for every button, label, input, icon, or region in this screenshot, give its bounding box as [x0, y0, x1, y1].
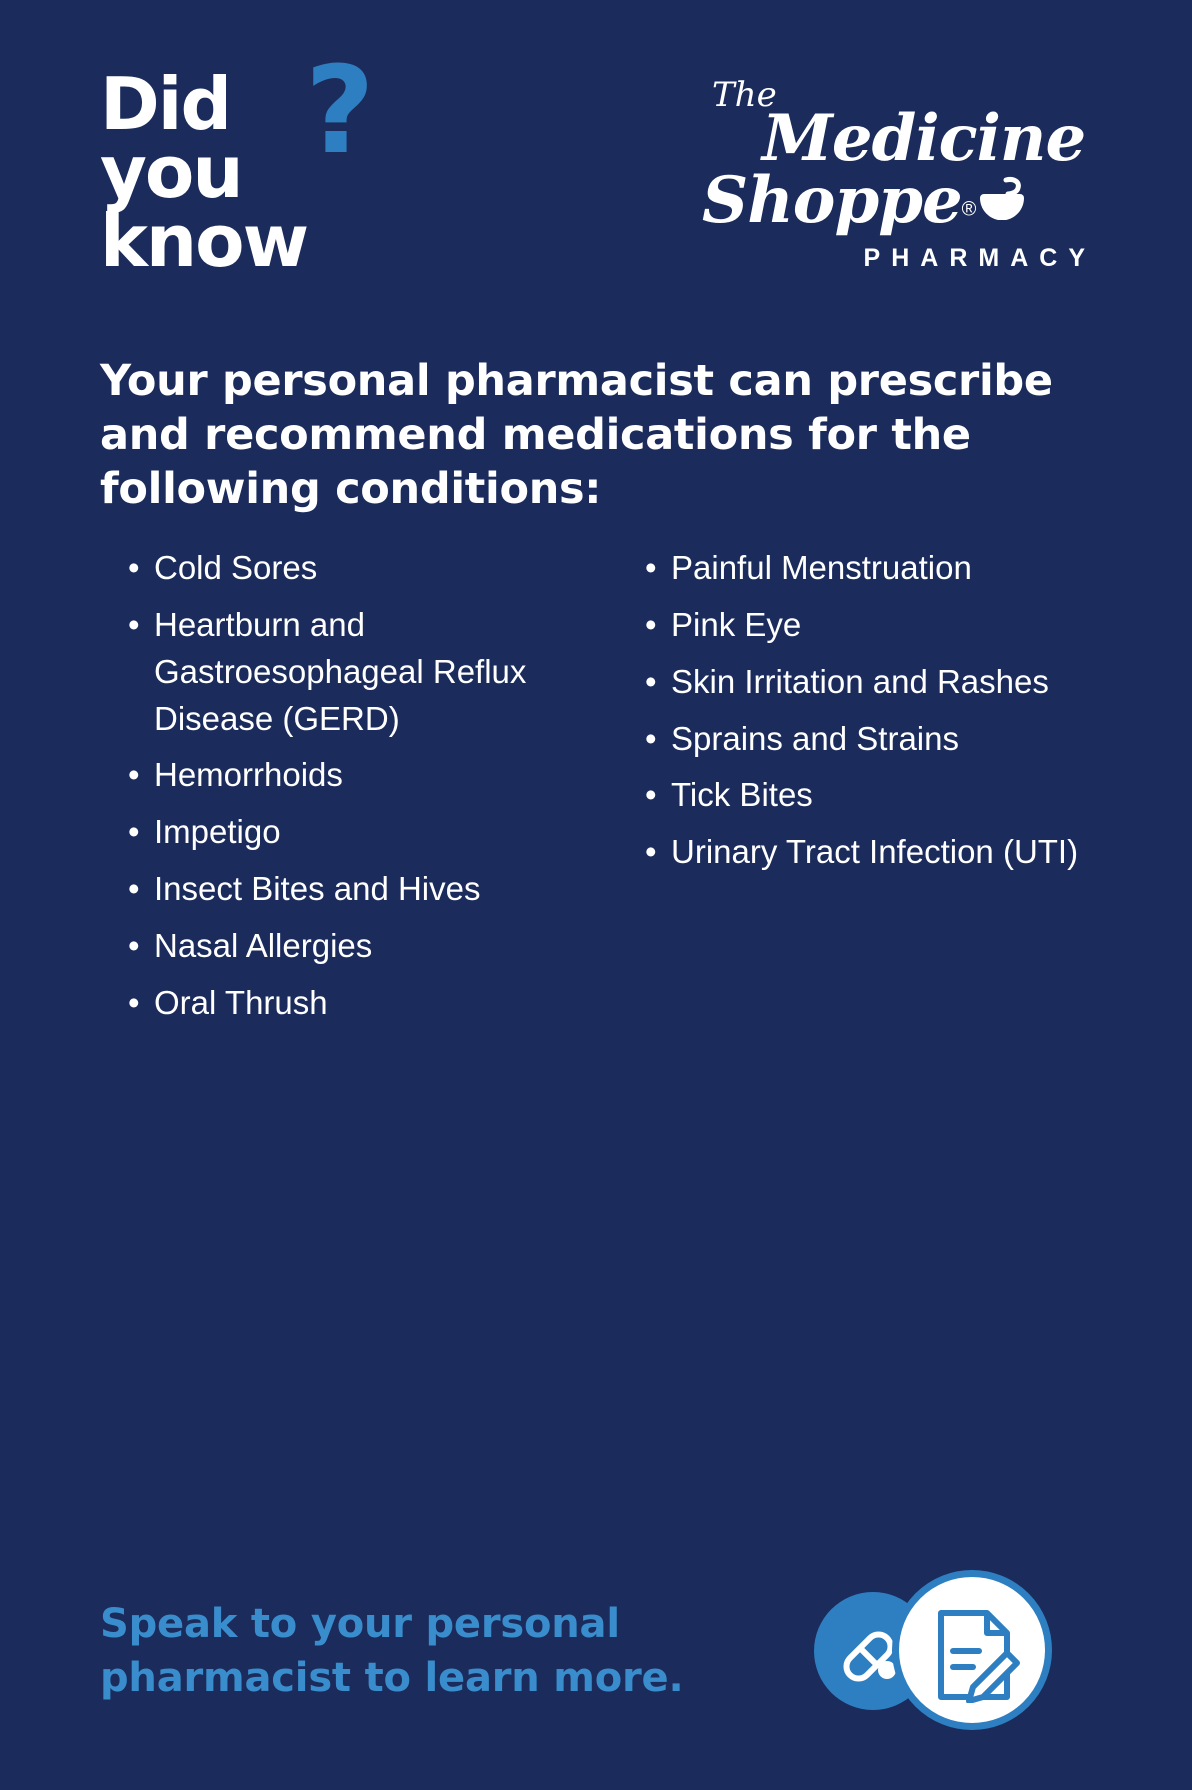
poster-footer — [0, 1530, 1192, 1790]
list-item: • Skin Irritation and Rashes — [645, 659, 1105, 706]
did-you-know-eyebrow — [100, 42, 520, 283]
list-item: • Sprains and Strains — [645, 716, 1105, 763]
list-item: • Heartburn and Gastroesophageal Reflux Disease (GERD) — [128, 602, 558, 743]
brand-the: The — [712, 75, 777, 115]
list-item: • Pink Eye — [645, 602, 1105, 649]
brand-medicine: Medicine — [762, 101, 1086, 176]
conditions-right-column — [645, 545, 1105, 886]
brand-shoppe: Shoppe — [702, 163, 962, 239]
question-mark-icon: ? — [305, 42, 373, 181]
list-item: • Impetigo — [128, 809, 558, 856]
mortar-and-pestle-icon — [976, 176, 1028, 233]
list-item: • Painful Menstruation — [645, 545, 1105, 592]
footer-icons — [814, 1570, 1074, 1730]
eyebrow-line-2: you — [100, 130, 242, 215]
page-title: Your personal pharmacist can prescribe and recommend medications for the following conditions: — [100, 356, 1053, 514]
cta-line-1: Speak to your personal — [100, 1601, 620, 1647]
conditions-list-left — [128, 545, 558, 1027]
medicine-shoppe-logo — [702, 75, 1102, 273]
mortar-and-pestle-glyph — [976, 176, 1028, 226]
eyebrow-line-1-text: Did — [100, 62, 230, 146]
conditions-list-right — [645, 545, 1105, 876]
list-item: • Oral Thrush — [128, 980, 558, 1027]
list-item: • Tick Bites — [645, 772, 1105, 819]
registered-trademark-icon: ® — [961, 198, 977, 221]
list-item: • Urinary Tract Infection (UTI) — [645, 829, 1105, 876]
conditions-left-column — [128, 545, 558, 1037]
eyebrow-line-3: know — [100, 198, 308, 283]
list-item: • Nasal Allergies — [128, 923, 558, 970]
cta-line-2: pharmacist to learn more. — [100, 1655, 684, 1701]
poster-header — [0, 42, 1192, 300]
list-item: • Cold Sores — [128, 545, 558, 592]
prescription-document-pen-icon — [892, 1570, 1052, 1730]
conditions-lists — [0, 545, 1192, 1025]
call-to-action — [100, 1597, 740, 1705]
list-item: • Insect Bites and Hives — [128, 866, 558, 913]
document-pen-glyph — [933, 1607, 1021, 1703]
brand-pharmacy: PHARMACY — [863, 244, 1096, 273]
list-item: • Hemorrhoids — [128, 752, 558, 799]
